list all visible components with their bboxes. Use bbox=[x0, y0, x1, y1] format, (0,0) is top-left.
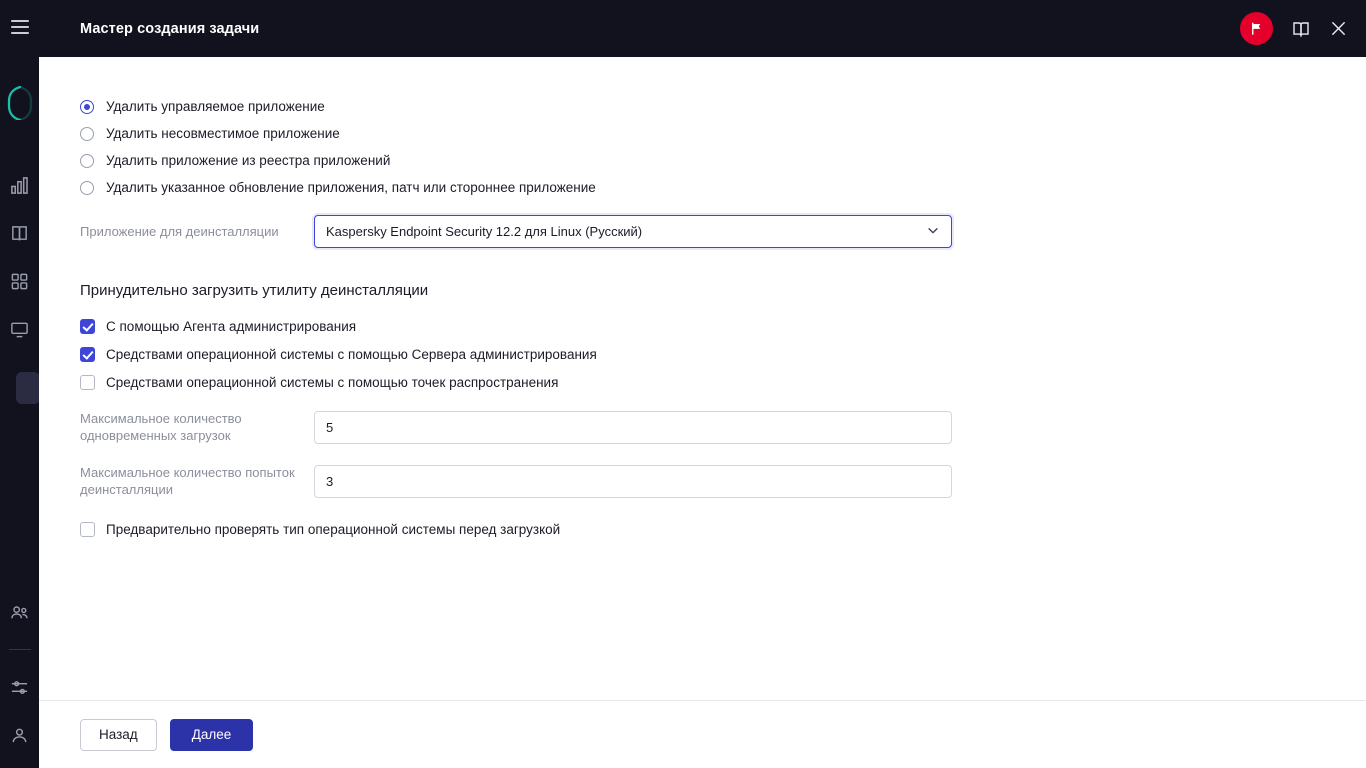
wizard-body bbox=[39, 57, 1366, 700]
book-help-icon[interactable] bbox=[1291, 19, 1311, 39]
max-attempts-row bbox=[80, 464, 1366, 498]
max-attempts-input[interactable] bbox=[314, 465, 952, 498]
task-wizard-window bbox=[39, 0, 1366, 768]
uninstall-mode-radio-group bbox=[80, 99, 1366, 195]
max-downloads-input[interactable] bbox=[314, 411, 952, 444]
max-downloads-row bbox=[80, 410, 1366, 444]
hamburger-icon[interactable] bbox=[11, 20, 29, 34]
max-attempts-label: Максимальное количество попыток деинсталляции bbox=[80, 465, 295, 497]
checkbox-via-network-agent[interactable] bbox=[80, 319, 1366, 334]
radio-label: Удалить управляемое приложение bbox=[106, 99, 325, 114]
checkbox-verify-os-type[interactable] bbox=[80, 522, 1366, 537]
wizard-footer bbox=[39, 700, 1366, 768]
radio-option-update-patch-thirdparty[interactable] bbox=[80, 180, 1366, 195]
sidebar-items bbox=[0, 174, 39, 340]
checkbox-indicator[interactable] bbox=[80, 319, 95, 334]
wizard-header bbox=[39, 0, 1366, 57]
sidebar-item-account[interactable] bbox=[9, 724, 31, 746]
chevron-down-icon bbox=[926, 223, 940, 240]
section-title-force-download: Принудительно загрузить утилиту деинсталляции bbox=[80, 282, 429, 299]
checkbox-label: Предварительно проверять тип операционной системы перед загрузкой bbox=[106, 522, 561, 537]
close-icon[interactable] bbox=[1329, 19, 1348, 38]
application-select-value: Kaspersky Endpoint Security 12.2 для Linux (Русский) bbox=[326, 224, 643, 239]
checkbox-indicator[interactable] bbox=[80, 522, 95, 537]
application-field-label: Приложение для деинсталляции bbox=[80, 224, 279, 239]
radio-indicator[interactable] bbox=[80, 100, 94, 114]
checkbox-via-distribution-points[interactable] bbox=[80, 375, 1366, 390]
sidebar-divider bbox=[9, 649, 31, 650]
application-field-row bbox=[80, 215, 1366, 248]
radio-label: Удалить указанное обновление приложения, патч или стороннее приложение bbox=[106, 180, 596, 195]
sidebar-item-book[interactable] bbox=[9, 222, 31, 244]
checkbox-via-administration-server[interactable] bbox=[80, 347, 1366, 362]
checkbox-label: Средствами операционной системы с помощью точек распространения bbox=[106, 375, 559, 390]
checkbox-indicator[interactable] bbox=[80, 347, 95, 362]
sidebar-selection-indicator bbox=[16, 372, 40, 404]
radio-option-incompatible-app[interactable] bbox=[80, 126, 1366, 141]
kaspersky-logo bbox=[7, 86, 33, 120]
flag-icon[interactable] bbox=[1240, 12, 1273, 45]
checkbox-label: С помощью Агента администрирования bbox=[106, 319, 357, 334]
application-select[interactable] bbox=[314, 215, 952, 248]
wizard-title: Мастер создания задачи bbox=[80, 20, 260, 37]
radio-indicator[interactable] bbox=[80, 181, 94, 195]
sidebar-item-apps[interactable] bbox=[9, 270, 31, 292]
radio-indicator[interactable] bbox=[80, 154, 94, 168]
sidebar-item-settings[interactable] bbox=[9, 676, 31, 698]
sidebar-item-monitoring[interactable] bbox=[9, 174, 31, 196]
max-downloads-label: Максимальное количество одновременных загрузок bbox=[80, 411, 242, 443]
checkbox-label: Средствами операционной системы с помощью Сервера администрирования bbox=[106, 347, 597, 362]
back-button[interactable]: Назад bbox=[80, 719, 157, 751]
radio-label: Удалить несовместимое приложение bbox=[106, 126, 340, 141]
next-button[interactable]: Далее bbox=[170, 719, 254, 751]
left-sidebar bbox=[0, 0, 39, 768]
radio-label: Удалить приложение из реестра приложений bbox=[106, 153, 391, 168]
header-actions bbox=[1240, 12, 1348, 45]
radio-option-managed-app[interactable] bbox=[80, 99, 1366, 114]
sidebar-item-devices[interactable] bbox=[9, 318, 31, 340]
sidebar-bottom-items bbox=[0, 601, 39, 746]
radio-option-app-registry[interactable] bbox=[80, 153, 1366, 168]
radio-indicator[interactable] bbox=[80, 127, 94, 141]
download-method-checkbox-group bbox=[80, 319, 1366, 390]
checkbox-indicator[interactable] bbox=[80, 375, 95, 390]
sidebar-item-users[interactable] bbox=[9, 601, 31, 623]
